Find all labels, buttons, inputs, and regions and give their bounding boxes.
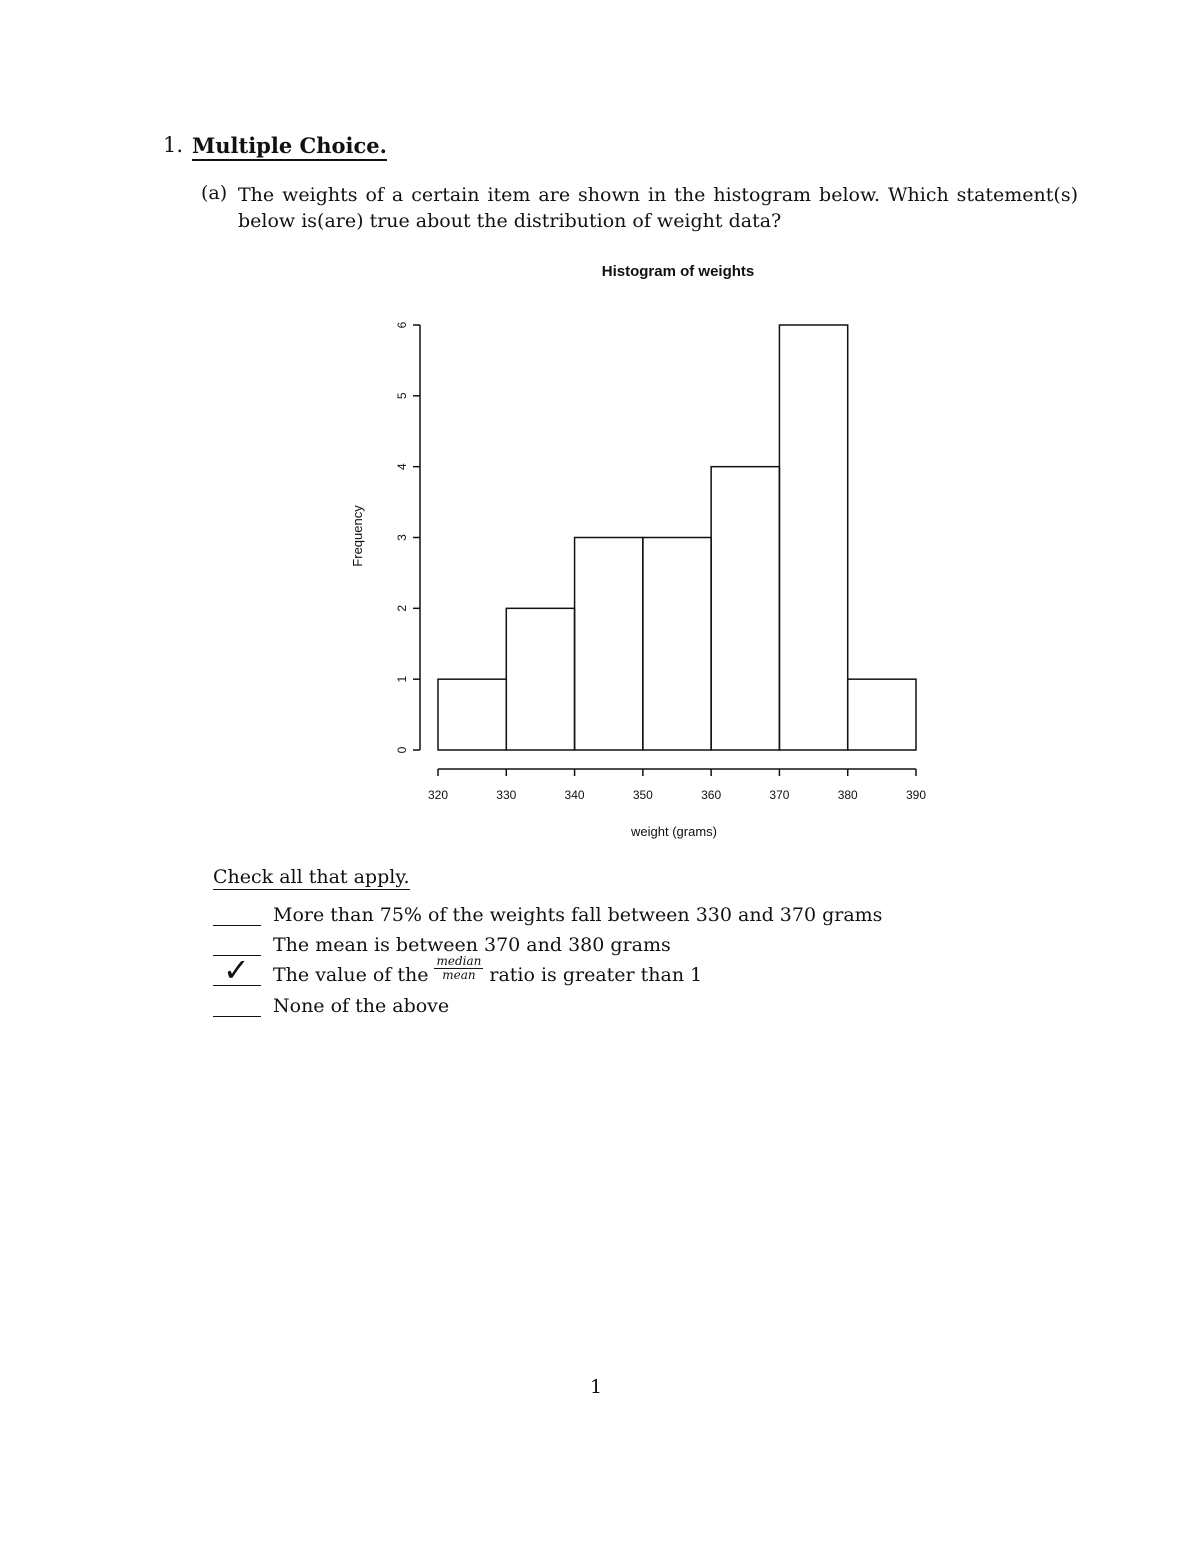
y-tick-label: 0 [395,746,409,754]
page-number: 1 [590,1376,603,1398]
answer-text: The mean is between 370 and 380 grams [273,934,671,956]
histogram-bar [438,679,506,750]
x-tick-label: 320 [427,788,449,802]
answer-blank[interactable] [213,994,261,1017]
histogram-bar [779,325,847,750]
x-tick-label: 370 [769,788,790,802]
x-tick-label: 380 [837,788,858,802]
answer-text: The value of the [273,964,429,986]
answer-text-after: ratio is greater than 1 [489,964,703,986]
y-tick-label: 4 [395,463,409,471]
y-tick-label: 6 [395,321,409,329]
answer-option[interactable] [213,951,703,989]
answer-blank[interactable] [213,903,261,926]
median-over-mean-fraction [434,955,483,982]
y-tick-label: 5 [395,392,409,400]
answer-option[interactable] [213,987,449,1017]
fraction-numerator: median [436,954,482,968]
histogram-bar [711,467,779,750]
x-tick-label: 390 [905,788,927,802]
histogram-bar [575,538,643,751]
check-all-instruction: Check all that apply. [213,866,410,888]
y-axis-label: Frequency [350,505,365,567]
answer-option[interactable] [213,896,882,926]
x-tick-label: 360 [701,788,722,802]
question-number: 1. [163,133,184,157]
y-tick-label: 3 [395,534,409,541]
y-tick-label: 1 [395,675,409,683]
answer-option[interactable] [213,926,671,956]
y-tick-label: 2 [395,604,409,612]
chart-title: Histogram of weights [601,263,755,280]
answer-text: None of the above [273,995,450,1017]
histogram-bar [643,538,711,751]
part-label: (a) [201,182,228,204]
x-axis-label: weight (grams) [631,824,717,839]
check-mark-icon: ✓ [223,951,250,989]
question-title: Multiple Choice. [192,133,387,161]
question-prompt: The weights of a certain item are shown in the histogram below. Which statement(s) below is(are) true about the distribution of weight data? [238,184,1078,232]
answer-blank[interactable] [213,951,261,989]
answer-text: More than 75% of the weights fall between 330 and 370 grams [273,904,883,926]
x-tick-label: 330 [496,788,517,802]
plot-area [395,321,926,802]
fraction-denominator: mean [442,968,476,982]
x-tick-label: 340 [564,788,585,802]
histogram-bar [506,608,574,750]
histogram-bar [848,679,916,750]
x-tick-label: 350 [632,788,653,802]
histogram-chart [330,250,950,850]
